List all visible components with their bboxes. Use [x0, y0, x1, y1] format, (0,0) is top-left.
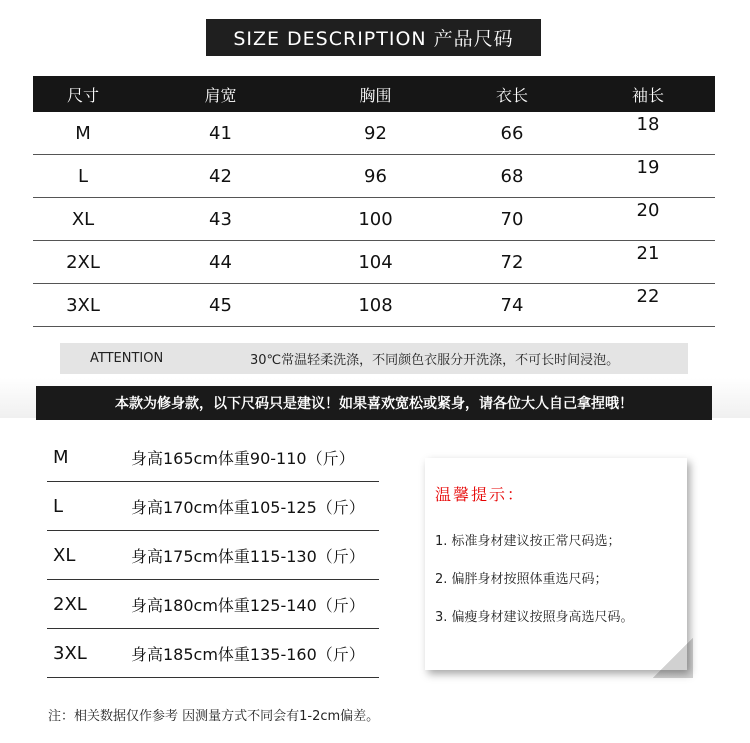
fit-size: L: [53, 495, 64, 517]
tip-item: 3. 偏瘦身材建议按照身高选尺码。: [435, 610, 634, 625]
tips-card: [425, 458, 687, 670]
size-table-header: [33, 76, 715, 112]
attention-text: 30℃常温轻柔洗涤，不同颜色衣服分开洗涤，不可长时间浸泡。: [250, 353, 620, 368]
cell-size: 2XL: [66, 251, 100, 273]
fit-detail: 身高165cm体重90-110（斤）: [131, 448, 355, 468]
cell-shoulder: 45: [209, 294, 232, 316]
header-sleeve: 袖长: [631, 85, 664, 105]
fit-size: XL: [53, 544, 76, 566]
attention-bar: [60, 343, 688, 374]
table-row: [33, 112, 715, 155]
cell-chest: 92: [364, 122, 387, 144]
cell-sleeve: 19: [636, 156, 660, 178]
cell-size: M: [75, 122, 91, 144]
tip-item: 2. 偏胖身材按照体重选尺码；: [435, 572, 608, 587]
cell-size: XL: [71, 208, 95, 230]
fit-detail: 身高180cm体重125-140（斤）: [131, 595, 365, 615]
cell-chest: 96: [364, 165, 387, 187]
list-item: [47, 482, 379, 531]
list-item: [47, 433, 379, 482]
page-title: SIZE DESCRIPTION 产品尺码: [206, 19, 541, 56]
header-chest: 胸围: [359, 85, 392, 105]
table-row: [33, 155, 715, 198]
attention-label: ATTENTION: [90, 351, 164, 366]
cell-length: 74: [500, 294, 524, 316]
fit-detail: 身高170cm体重105-125（斤）: [131, 497, 365, 517]
cell-size: 3XL: [66, 294, 100, 316]
notice-banner: 本款为修身款，以下尺码只是建议！如果喜欢宽松或紧身，请各位大人自己拿捏哦！: [36, 386, 712, 420]
cell-size: L: [77, 165, 89, 187]
header-shoulder: 肩宽: [204, 85, 237, 105]
size-table: [33, 76, 715, 327]
tip-item: 1. 标准身材建议按正常尺码选；: [435, 534, 621, 549]
cell-sleeve: 18: [636, 113, 660, 135]
header-length: 衣长: [495, 85, 528, 105]
list-item: [47, 629, 379, 678]
cell-length: 70: [500, 208, 524, 230]
header-size: 尺寸: [66, 85, 99, 105]
cell-shoulder: 41: [209, 122, 232, 144]
cell-chest: 100: [358, 208, 393, 230]
cell-sleeve: 22: [636, 285, 660, 307]
cell-shoulder: 43: [209, 208, 232, 230]
fit-size: 3XL: [53, 642, 87, 664]
table-row: [33, 198, 715, 241]
table-row: [33, 241, 715, 284]
cell-shoulder: 44: [209, 251, 232, 273]
cell-shoulder: 42: [209, 165, 232, 187]
table-row: [33, 284, 715, 327]
fit-size: M: [53, 446, 69, 468]
cell-length: 72: [500, 251, 524, 273]
fit-detail: 身高175cm体重115-130（斤）: [131, 546, 365, 566]
fit-detail: 身高185cm体重135-160（斤）: [131, 644, 365, 664]
tips-title: 温馨提示：: [435, 485, 526, 504]
cell-sleeve: 20: [636, 199, 660, 221]
cell-length: 66: [500, 122, 524, 144]
list-item: [47, 580, 379, 629]
footnote: 注：相关数据仅作参考 因测量方式不同会有1-2cm偏差。: [48, 709, 380, 724]
cell-sleeve: 21: [636, 242, 660, 264]
cell-chest: 108: [358, 294, 393, 316]
cell-length: 68: [500, 165, 524, 187]
fit-table: [47, 433, 379, 678]
cell-chest: 104: [358, 251, 393, 273]
list-item: [47, 531, 379, 580]
fit-size: 2XL: [53, 593, 87, 615]
